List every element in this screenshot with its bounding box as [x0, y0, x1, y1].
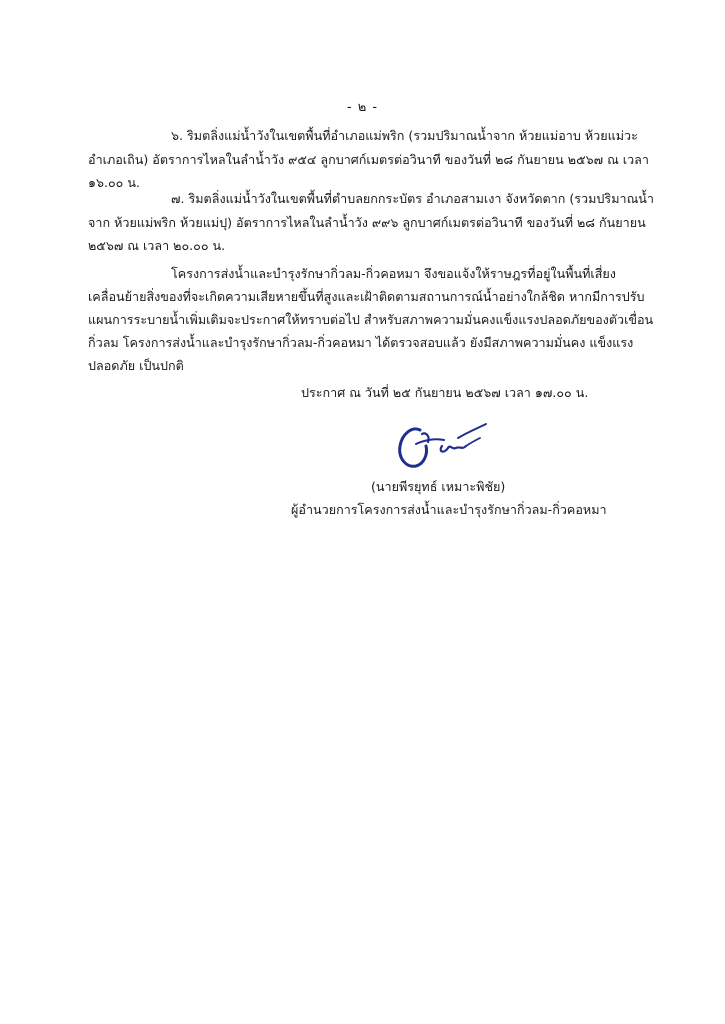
- item-6-line-3: ๑๖.๐๐ น.: [88, 175, 140, 190]
- item-7-line-1: ๗. ริมตลิ่งแม่น้ำวังในเขตพื้นที่ตำบลยกกระบัตร อำเภอสามเงา จังหวัดตาก (รวมปริมาณน้ำ: [171, 191, 654, 206]
- item-7-line-3: ๒๕๖๗ ณ เวลา ๒๐.๐๐ น.: [88, 238, 226, 253]
- notice-line-5: ปลอดภัย เป็นปกติ: [88, 358, 184, 373]
- notice-line-3: แผนการระบายน้ำเพิ่มเติมจะประกาศให้ทราบต่อไป สำหรับสภาพความมั่นคงแข็งแรงปลอดภัยของตัวเขื่อน: [88, 312, 654, 327]
- item-6-line-2: อำเภอเถิน) อัตราการไหลในลำน้ำวัง ๙๕๔ ลูกบาศก์เมตรต่อวินาที ของวันที่ ๒๘ กันยายน ๒๕๖๗ ณ เวลา: [88, 152, 649, 167]
- signature-image: [392, 420, 492, 476]
- signer-position: ผู้อำนวยการโครงการส่งน้ำและบำรุงรักษากิ่วลม-กิ่วคอหมา: [291, 502, 607, 517]
- notice-line-4: กิ่วลม โครงการส่งน้ำและบำรุงรักษากิ่วลม-กิ่วคอหมา ได้ตรวจสอบแล้ว ยังมีสภาพความมั่นคง แข็งแรง: [88, 335, 634, 350]
- announcement-date: ประกาศ ณ วันที่ ๒๕ กันยายน ๒๕๖๗ เวลา ๑๗.๐๐ น.: [301, 385, 589, 400]
- notice-line-2: เคลื่อนย้ายสิ่งของที่จะเกิดความเสียหายขึ้นที่สูงและเฝ้าติดตามสถานการณ์น้ำอย่างใกล้ชิด หากมีการปรับ: [88, 289, 645, 304]
- signer-name: (นายพีรยุทธ์ เหมาะพิชัย): [371, 479, 506, 494]
- notice-line-1: โครงการส่งน้ำและบำรุงรักษากิ่วลม-กิ่วคอหมา จึงขอแจ้งให้ราษฎรที่อยู่ในพื้นที่เสี่ยง: [171, 266, 616, 281]
- item-7-line-2: จาก ห้วยแม่พริก ห้วยแม่ปุ) อัตราการไหลในลำน้ำวัง ๙๙๖ ลูกบาศก์เมตรต่อวินาที ของวันที่ ๒๘ กันยายน: [88, 215, 646, 230]
- item-6-line-1: ๖. ริมตลิ่งแม่น้ำวังในเขตพื้นที่อำเภอแม่พริก (รวมปริมาณน้ำจาก ห้วยแม่อาบ ห้วยแม่วะ: [171, 128, 638, 143]
- page-number: - ๒ -: [346, 100, 379, 115]
